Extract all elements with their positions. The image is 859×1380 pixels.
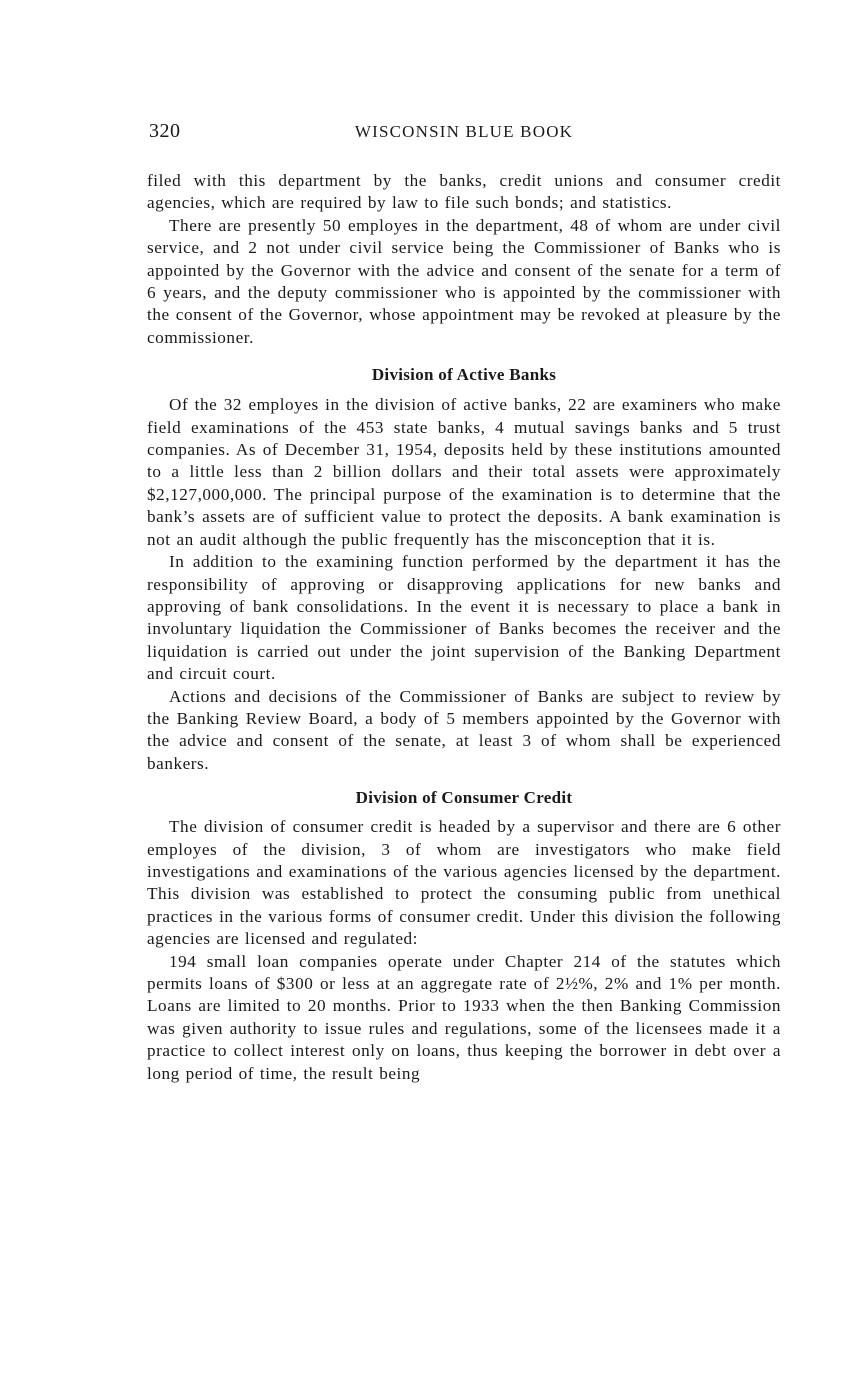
paragraph-consumer-credit-overview: The division of consumer credit is headed by a supervisor and there are 6 other employes of the division, 3 of whom are investigators who make field investigations and examinations of the various agencies licensed by the department. This division was established to protect the consuming public from unethical practices in the various forms of consumer credit. Under this division the following agencies are licensed and regulated: xyxy=(147,817,781,949)
heading-active-banks: Division of Active Banks xyxy=(371,365,557,385)
document-page xyxy=(147,120,781,1085)
paragraph-continued: filed with this department by the banks, credit unions and consumer credit agencies, which are required by law to file such bonds; and statistics. xyxy=(147,171,781,213)
page-header xyxy=(147,120,781,150)
paragraph-small-loan-companies: 194 small loan companies operate under Chapter 214 of the statutes which permits loans of $300 or less at an aggregate rate of 2½%, 2% and 1% per month. Loans are limited to 20 months. Prior to 1933 when the then Banking Commission was given authority to issue rules and regulations, some of the licensees made it a practice to collect interest only on loans, thus keeping the borrower in debt over a long period of time, the result being xyxy=(147,951,781,1083)
paragraph-active-banks-functions: In addition to the examining function performed by the department it has the responsibility of approving or disapproving applications for new banks and approving of bank consolidations. In the event it is necessary to place a bank in involuntary liquidation the Commissioner of Banks becomes the receiver and the liquidation is carried out under the joint supervision of the Banking Department and circuit court. xyxy=(147,552,781,684)
paragraph-active-banks-review: Actions and decisions of the Commissioner of Banks are subject to review by the Banking Review Board, a body of 5 members appointed by the Governor with the advice and consent of the senate, at least 3 of whom shall be experienced bankers. xyxy=(147,686,781,773)
paragraph-employes: There are presently 50 employes in the department, 48 of whom are under civil service, and 2 not under civil service being the Commissioner of Banks who is appointed by the Governor with the advice and consent of the senate for a term of 6 years, and the deputy commissioner who is appointed by the commissioner with the consent of the Governor, whose appointment may be revoked at pleasure by the commissioner. xyxy=(147,215,781,347)
running-title: WISCONSIN BLUE BOOK xyxy=(354,122,574,141)
paragraph-active-banks-examiners: Of the 32 employes in the division of active banks, 22 are examiners who make field examinations of the 453 state banks, 4 mutual savings banks and 5 trust companies. As of December 31, 1954, deposits held by these institutions amounted to a little less than 2 billion dollars and their total assets were approximately $2,127,000,000. The principal purpose of the examination is to determine that the bank’s assets are of sufficient value to protect the deposits. A bank examination is not an audit although the public frequently has the misconception that it is. xyxy=(147,395,781,549)
page-number: 320 xyxy=(149,120,181,142)
heading-consumer-credit: Division of Consumer Credit xyxy=(355,788,573,808)
